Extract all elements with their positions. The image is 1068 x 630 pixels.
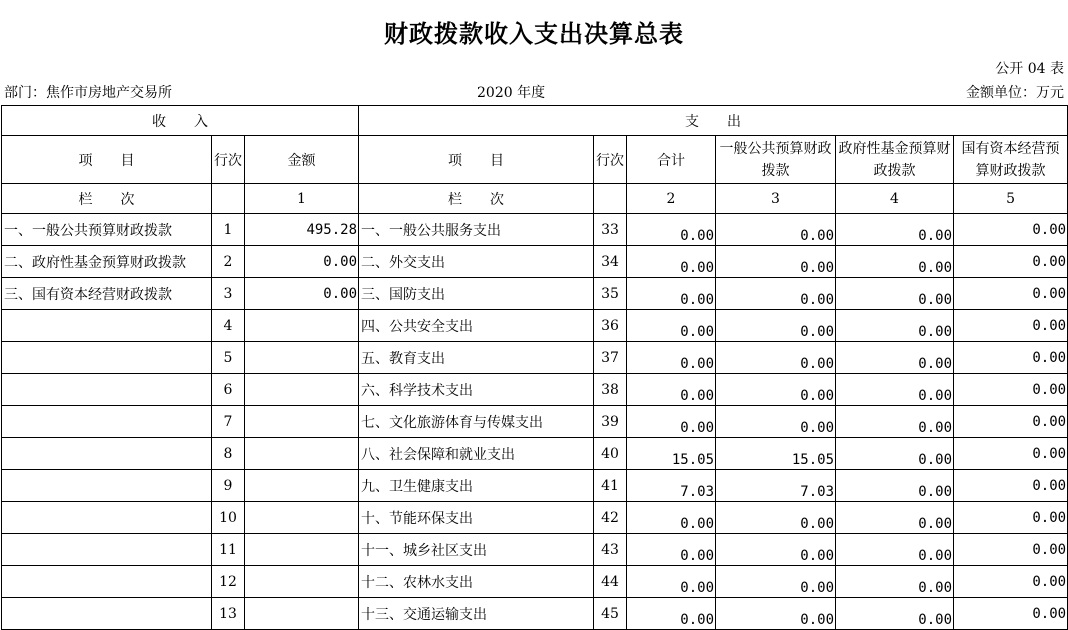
income-item-cell [2, 342, 212, 374]
expense-column-label: 栏 次 [359, 184, 594, 214]
total-cell: 0.00 [627, 534, 716, 566]
state-capital-cell: 0.00 [954, 374, 1068, 406]
table-row [2, 502, 1068, 534]
table-row [2, 310, 1068, 342]
department-label: 部门：焦作市房地产交易所 [4, 85, 172, 101]
income-item-header: 项 目 [2, 136, 212, 184]
table-row [2, 470, 1068, 502]
gov-fund-cell: 0.00 [836, 438, 954, 470]
expense-item-cell: 九、卫生健康支出 [359, 470, 594, 502]
column-number-3: 3 [716, 184, 836, 214]
expense-row-no-cell: 33 [594, 214, 627, 246]
income-amount-cell [245, 406, 359, 438]
gov-fund-cell: 0.00 [836, 502, 954, 534]
gov-fund-cell: 0.00 [836, 534, 954, 566]
total-cell: 0.00 [627, 502, 716, 534]
table-row [2, 214, 1068, 246]
table-row [2, 438, 1068, 470]
state-capital-cell: 0.00 [954, 246, 1068, 278]
income-item-cell: 三、国有资本经营财政拨款 [2, 278, 212, 310]
expense-item-cell: 十三、交通运输支出 [359, 598, 594, 630]
expense-item-cell: 一、一般公共服务支出 [359, 214, 594, 246]
total-cell: 0.00 [627, 278, 716, 310]
gov-fund-cell: 0.00 [836, 342, 954, 374]
income-amount-cell [245, 534, 359, 566]
income-amount-cell [245, 470, 359, 502]
income-item-cell [2, 374, 212, 406]
expense-item-cell: 六、科学技术支出 [359, 374, 594, 406]
expense-item-header: 项 目 [359, 136, 594, 184]
income-amount-cell [245, 342, 359, 374]
income-row-no-cell: 11 [212, 534, 245, 566]
expense-row-no-cell: 36 [594, 310, 627, 342]
income-row-no-cell: 9 [212, 470, 245, 502]
total-cell: 0.00 [627, 214, 716, 246]
income-column-label-blank [212, 184, 245, 214]
income-item-cell [2, 502, 212, 534]
income-column-label: 栏 次 [2, 184, 212, 214]
income-amount-cell: 0.00 [245, 278, 359, 310]
gov-fund-cell: 0.00 [836, 566, 954, 598]
general-budget-cell: 0.00 [716, 534, 836, 566]
total-cell: 15.05 [627, 438, 716, 470]
expense-item-cell: 十二、农林水支出 [359, 566, 594, 598]
table-row [2, 342, 1068, 374]
column-number-2: 2 [627, 184, 716, 214]
column-number-4: 4 [836, 184, 954, 214]
income-amount-cell [245, 438, 359, 470]
general-budget-cell: 0.00 [716, 374, 836, 406]
total-cell: 0.00 [627, 374, 716, 406]
income-row-no-cell: 13 [212, 598, 245, 630]
table-row [2, 406, 1068, 438]
general-budget-cell: 0.00 [716, 246, 836, 278]
expense-row-no-cell: 40 [594, 438, 627, 470]
gov-fund-cell: 0.00 [836, 374, 954, 406]
general-budget-cell: 0.00 [716, 566, 836, 598]
state-capital-cell: 0.00 [954, 598, 1068, 630]
income-row-no-cell: 1 [212, 214, 245, 246]
income-row-no-cell: 3 [212, 278, 245, 310]
general-budget-cell: 15.05 [716, 438, 836, 470]
expense-row-no-cell: 37 [594, 342, 627, 374]
income-row-no-cell: 8 [212, 438, 245, 470]
income-amount-cell [245, 566, 359, 598]
table-row [2, 374, 1068, 406]
income-amount-cell [245, 374, 359, 406]
income-item-cell [2, 406, 212, 438]
income-amount-cell [245, 502, 359, 534]
fiscal-year: 2020 年度 [477, 85, 546, 101]
income-amount-cell: 0.00 [245, 246, 359, 278]
income-row-no-cell: 6 [212, 374, 245, 406]
state-capital-cell: 0.00 [954, 534, 1068, 566]
income-item-cell: 二、政府性基金预算财政拨款 [2, 246, 212, 278]
state-capital-cell: 0.00 [954, 310, 1068, 342]
total-cell: 0.00 [627, 310, 716, 342]
income-amount-header: 金额 [245, 136, 359, 184]
header-row-column-numbers [2, 184, 1068, 214]
general-budget-cell: 0.00 [716, 310, 836, 342]
gov-fund-cell: 0.00 [836, 246, 954, 278]
table-row [2, 246, 1068, 278]
gov-fund-cell: 0.00 [836, 310, 954, 342]
expense-row-no-cell: 42 [594, 502, 627, 534]
expense-item-cell: 五、教育支出 [359, 342, 594, 374]
expense-item-cell: 十一、城乡社区支出 [359, 534, 594, 566]
expense-column-label-blank [594, 184, 627, 214]
income-row-no-cell: 10 [212, 502, 245, 534]
expense-row-no-cell: 43 [594, 534, 627, 566]
state-capital-header: 国有资本经营预算财政拨款 [954, 136, 1068, 184]
state-capital-cell: 0.00 [954, 502, 1068, 534]
income-amount-cell [245, 310, 359, 342]
budget-table [1, 105, 1068, 630]
column-number-1: 1 [245, 184, 359, 214]
table-row [2, 566, 1068, 598]
amount-unit: 金额单位：万元 [966, 85, 1064, 101]
expense-row-no-cell: 34 [594, 246, 627, 278]
income-row-no-cell: 7 [212, 406, 245, 438]
state-capital-cell: 0.00 [954, 278, 1068, 310]
expense-row-no-cell: 45 [594, 598, 627, 630]
gov-fund-cell: 0.00 [836, 598, 954, 630]
column-number-5: 5 [954, 184, 1068, 214]
expense-row-no-cell: 35 [594, 278, 627, 310]
state-capital-cell: 0.00 [954, 566, 1068, 598]
income-row-no-header: 行次 [212, 136, 245, 184]
gov-fund-cell: 0.00 [836, 278, 954, 310]
income-row-no-cell: 2 [212, 246, 245, 278]
expense-row-no-header: 行次 [594, 136, 627, 184]
general-budget-cell: 0.00 [716, 502, 836, 534]
header-row-columns [2, 136, 1068, 184]
expense-item-cell: 八、社会保障和就业支出 [359, 438, 594, 470]
expense-item-cell: 十、节能环保支出 [359, 502, 594, 534]
income-section-header: 收 入 [2, 106, 359, 136]
total-cell: 0.00 [627, 342, 716, 374]
general-budget-cell: 0.00 [716, 406, 836, 438]
expense-section-header: 支 出 [359, 106, 1068, 136]
expense-item-cell: 七、文化旅游体育与传媒支出 [359, 406, 594, 438]
expense-row-no-cell: 39 [594, 406, 627, 438]
general-budget-cell: 0.00 [716, 214, 836, 246]
income-row-no-cell: 5 [212, 342, 245, 374]
general-budget-header: 一般公共预算财政拨款 [716, 136, 836, 184]
income-item-cell [2, 470, 212, 502]
table-row [2, 278, 1068, 310]
gov-fund-header: 政府性基金预算财政拨款 [836, 136, 954, 184]
state-capital-cell: 0.00 [954, 342, 1068, 374]
expense-row-no-cell: 38 [594, 374, 627, 406]
page-title: 财政拨款收入支出决算总表 [384, 20, 684, 48]
header-row-sections [2, 106, 1068, 136]
total-cell: 0.00 [627, 566, 716, 598]
general-budget-cell: 7.03 [716, 470, 836, 502]
total-cell: 0.00 [627, 406, 716, 438]
expense-item-cell: 二、外交支出 [359, 246, 594, 278]
income-item-cell [2, 534, 212, 566]
gov-fund-cell: 0.00 [836, 406, 954, 438]
income-amount-cell: 495.28 [245, 214, 359, 246]
state-capital-cell: 0.00 [954, 406, 1068, 438]
income-item-cell [2, 438, 212, 470]
expense-row-no-cell: 44 [594, 566, 627, 598]
income-item-cell [2, 566, 212, 598]
expense-item-cell: 三、国防支出 [359, 278, 594, 310]
income-row-no-cell: 4 [212, 310, 245, 342]
income-item-cell: 一、一般公共预算财政拨款 [2, 214, 212, 246]
general-budget-cell: 0.00 [716, 342, 836, 374]
total-cell: 0.00 [627, 246, 716, 278]
income-row-no-cell: 12 [212, 566, 245, 598]
gov-fund-cell: 0.00 [836, 470, 954, 502]
state-capital-cell: 0.00 [954, 214, 1068, 246]
total-header: 合计 [627, 136, 716, 184]
state-capital-cell: 0.00 [954, 470, 1068, 502]
total-cell: 0.00 [627, 598, 716, 630]
table-row [2, 534, 1068, 566]
general-budget-cell: 0.00 [716, 278, 836, 310]
expense-item-cell: 四、公共安全支出 [359, 310, 594, 342]
expense-row-no-cell: 41 [594, 470, 627, 502]
income-item-cell [2, 310, 212, 342]
state-capital-cell: 0.00 [954, 438, 1068, 470]
general-budget-cell: 0.00 [716, 598, 836, 630]
gov-fund-cell: 0.00 [836, 214, 954, 246]
total-cell: 7.03 [627, 470, 716, 502]
form-number: 公开 04 表 [995, 61, 1064, 77]
